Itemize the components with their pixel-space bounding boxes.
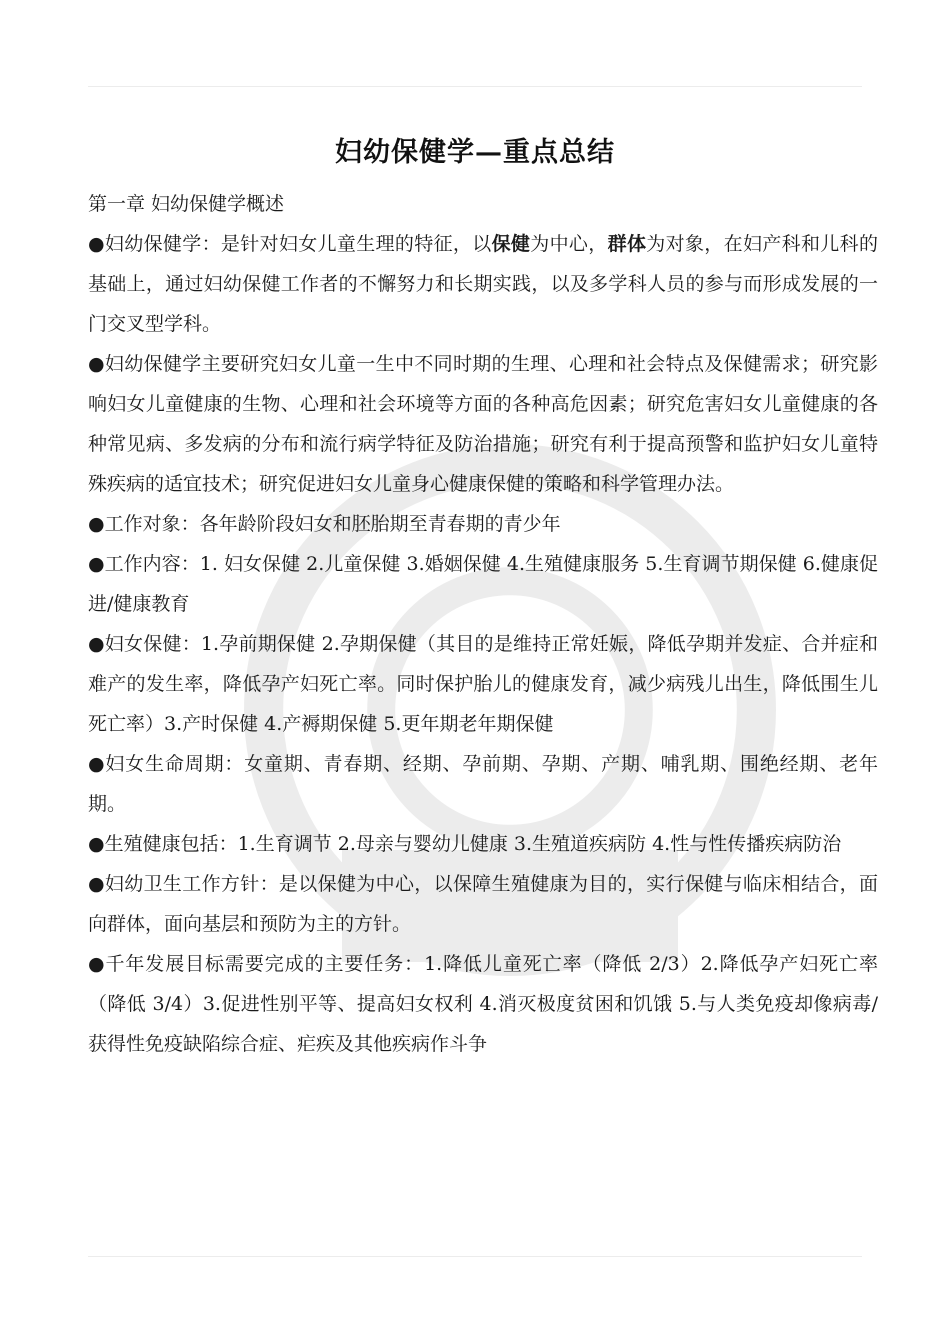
- document-body: [88, 184, 878, 1064]
- footer-rule: [88, 1256, 862, 1257]
- paragraph-work-target: ●工作对象：各年龄阶段妇女和胚胎期至青春期的青少年: [88, 513, 561, 535]
- paragraph-work-content: ●工作内容：1. 妇女保健 2.儿童保健 3.婚姻保健 4.生殖健康服务 5.生育调节期保健 6.健康促进/健康教育: [88, 553, 878, 615]
- paragraph-definition: ●妇幼保健学：是针对妇女儿童生理的特征，以保健为中心，群体为对象，在妇产科和儿科的基础上，通过妇幼保健工作者的不懈努力和长期实践，以及多学科人员的参与而形成发展的一门交叉型学科。: [88, 233, 878, 335]
- paragraph-reproductive-health: ●生殖健康包括：1.生育调节 2.母亲与婴幼儿健康 3.生殖道疾病防 4.性与性传播疾病防治: [88, 833, 842, 855]
- paragraph-women-health: ●妇女保健：1.孕前期保健 2.孕期保健（其目的是维持正常妊娠，降低孕期并发症、合并症和难产的发生率，降低孕产妇死亡率。同时保护胎儿的健康发育，减少病残儿出生，降低围生儿死亡率）3.产时保健 4.产褥期保健 5.更年期老年期保健: [88, 633, 878, 735]
- paragraph-research-scope: ●妇幼保健学主要研究妇女儿童一生中不同时期的生理、心理和社会特点及保健需求；研究影响妇女儿童健康的生物、心理和社会环境等方面的各种高危因素；研究危害妇女儿童健康的各种常见病、多发病的分布和流行病学特征及防治措施；研究有利于提高预警和监护妇女儿童特殊疾病的适宜技术；研究促进妇女儿童身心健康保健的策略和科学管理办法。: [88, 353, 878, 495]
- paragraph-millennium-goals: ●千年发展目标需要完成的主要任务：1.降低儿童死亡率（降低 2/3）2.降低孕产妇死亡率（降低 3/4）3.促进性别平等、提高妇女权利 4.消灭极度贫困和饥饿 5.与人类免疫却像病毒/获得性免疫缺陷综合症、疟疾及其他疾病作斗争: [88, 953, 878, 1055]
- paragraph-policy: ●妇幼卫生工作方针：是以保健为中心，以保障生殖健康为目的，实行保健与临床相结合，面向群体，面向基层和预防为主的方针。: [88, 873, 878, 935]
- page-title: 妇幼保健学—重点总结: [335, 137, 615, 169]
- chapter-heading: 第一章 妇幼保健学概述: [88, 193, 285, 215]
- header-rule: [88, 86, 862, 87]
- paragraph-life-cycle: ●妇女生命周期：女童期、青春期、经期、孕前期、孕期、产期、哺乳期、围绝经期、老年期。: [88, 753, 878, 815]
